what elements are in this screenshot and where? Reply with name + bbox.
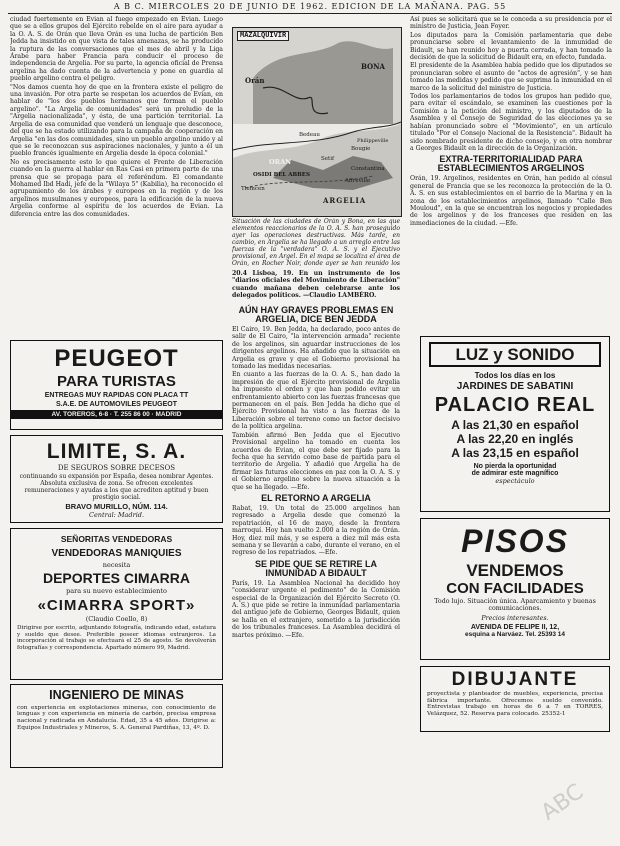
cimarra-l3: necesita [102, 561, 131, 569]
abc-watermark: ABC [536, 779, 589, 826]
pisos-l3: Todo lujo. Situación única. Aparcamiento y buenas comunicaciones. [434, 598, 596, 613]
left-article [10, 16, 223, 332]
page-header: A B C. MIERCOLES 20 DE JUNIO DE 1962. EDICION DE LA MAÑANA. PAG. 55 [113, 2, 507, 11]
peugeot-ad [10, 340, 223, 430]
right-article [410, 16, 612, 332]
article5-text: Orán, 19. Argelinos, residentes en Orán, han pedido al cónsul general de Francia que se les reconozca la protección de la O. A. S. en sus establecimientos en el barrio de la Marina y en la zona de los establecimientos argelinos, llamado "Calle Ben Mouloud", en la que se encuentran los negocios y propiedades de los argelinos y de los franceses que residen en las inmediaciones de la ciudad. —Efe. [410, 175, 612, 227]
limite-address: BRAVO MURILLO, NÚM. 114. [65, 502, 168, 511]
map-label: MAZALQUIVIR [237, 31, 289, 41]
pisos-l1: VENDEMOS [466, 561, 564, 580]
article5-headline: EXTRA-TERRITORIALIDAD PARA ESTABLECIMIENTOS ARGELINOS [437, 154, 585, 174]
peugeot-line4: AV. TOREROS, 6-8 · T. 255 86 00 · MADRID [11, 410, 222, 419]
luz-l3: PALACIO REAL [434, 394, 596, 416]
article3-headline: EL RETORNO A ARGELIA [261, 492, 371, 503]
luz-sonido-ad [420, 336, 610, 512]
dibujante-title: DIBUJANTE [451, 669, 579, 690]
pisos-l5: AVENIDA DE FELIPE II, 12, [470, 623, 560, 631]
right-article-paragraph: Los diputados para la Comisión parlamentaria que debe pronunciarse sobre el levantamiento de la inmunidad de Bidault, se han reunido hoy a puerta cerrada, y han tomado la decisión de que la solicitud de Bidault era, en efecto, fundada. [410, 31, 612, 62]
map-label: BONA [361, 62, 385, 71]
pisos-l4: Precios interesantes. [481, 614, 549, 622]
cimarra-l1: SEÑORITAS VENDEDORAS [60, 534, 173, 544]
luz-t2: A las 22,20 en inglés [456, 432, 574, 446]
cimarra-l7: (Claudio Coello, 8) [85, 615, 148, 623]
limite-subtitle: DE SEGUROS SOBRE DECESOS [57, 464, 176, 472]
pisos-title: PISOS [461, 523, 569, 559]
cimarra-body: Dirigirse por escrito, adjuntando fotografía, indicando edad, estatura y sueldo que desee. Preferible poseer idiomas extranjeros. La incorporación al trabajo se efectuará el 25 de agosto. Se devolverán fotografías y correspondencia. Apartado número 99, Madrid. [17, 625, 216, 651]
map-label: OSIDI BEL ABBES [253, 172, 310, 178]
limite-city: Central: Madrid. [88, 511, 145, 519]
map-caption: Situación de las ciudades de Orán y Bona, en las que elementos reaccionarios de la O. A. S. han proseguido ayer las operaciones destructivas. Más tarde, en cambio, en Argelia se ha llegado a un arreglo entre las fuerzas de la "verdadera" O. A. S. y el Ejecutivo provisional, en Argel. En el mapa se localiza el área de Orán, en Rocher Noir, donde ayer se han reunido los [232, 218, 400, 266]
header-rule [8, 13, 612, 14]
luz-l5: de admirar este magnífico [471, 470, 559, 477]
ingeniero-body: con experiencia en explotaciones mineras, con conocimiento de lenguas y con experiencia en minería de carbón, precisa empresa nacional y radicada en Andalucía. Edad, 35 a 45 años. Dirigirse a: Equipos Industriales y Mineros, S. A. General Pardiñas, 13, 4º. D. [17, 704, 216, 731]
map-label: Affreville [345, 178, 371, 184]
peugeot-line3: S.A.E. DE AUTOMOVILES PEUGEOT [56, 401, 177, 408]
map-figure [232, 27, 402, 217]
article2-headline: AÚN HAY GRAVES PROBLEMAS EN ARGELIA, DICE BEN JEDDA [238, 305, 394, 324]
map-label: ARGELIA [323, 196, 367, 205]
luz-l1: Todos los días en los [474, 371, 556, 380]
right-article-paragraph: El presidente de la Asamblea había pedido que los diputados se pronunciaran sobre el asunto de "actos de agresión", y se han tomado las medidas y pedido que se suprima la inmunidad en el marco de la solicitud del ministro de Justicia. [410, 62, 612, 92]
article2-paragraph: El Cairo, 19. Ben Jedda, ha declarado, poco antes de salir de El Cairo, "la intervención armada" reciente de los argelinos, sin aguardar instrucciones de los dirigentes argelinos. Ha añadido que la situación en Argelia es grave y que el Gobierno provisional ha tomado las medidas necesarias. [232, 326, 400, 371]
limite-ad [10, 435, 223, 523]
article4-text: París, 19. La Asamblea Nacional ha decidido hoy "considerar urgente el pedimento" de la Comisión especial de la Organización del Ejército Secreto (O. A. S.) que pide se retire la inmunidad parlamentaria del antiguo jefe de Gobierno, Georges Bidault, quien se halla en el extranjero, sometido a la jurisdicción de los tribunales franceses. La Asamblea decidirá el martes próximo. —Efe. [232, 579, 400, 639]
map-label: Orán [245, 76, 265, 85]
ingeniero-ad [10, 684, 223, 768]
peugeot-line1: PARA TURISTAS [57, 373, 176, 390]
peugeot-brand: PEUGEOT [54, 345, 179, 372]
pisos-l6: esquina a Narváez. Tel. 25393 14 [465, 630, 565, 638]
map-label: Philippeville [357, 138, 389, 144]
mid-short-note: 20.4 Lisboa, 19. En un instrumento de los "diarios oficiales del Movimiento de Liberación" cuando mañana deben celebrarse ante los delegados políticos. —Claudio LAMBÉRO. [232, 270, 400, 300]
cimarra-l4: DEPORTES CIMARRA [42, 570, 190, 586]
luz-l6: espectáculo [495, 477, 535, 485]
luz-title: LUZ y SONIDO [429, 342, 601, 367]
left-article-paragraph: ciudad fuertemente en Evian al fuego empezado en Evian. Luego que se a ellos grupos del Ejército rebelde en el aire para ayudar a la O. A. S. de Orán que lleva Orán es una lucha de partición Ben Jedda ha insistido en que vista de tales amenazas, se ha producido la ruptura de las conversaciones que el mes de abril y la Liga Árabe para haber Francia para conducir el proceso de independencia de Argelia. Por su parte, la agencia oficial de Prensa argelina ha dado cuenta de la advertencia y pone en guardia al pueblo argelino contra el peligro. [10, 16, 223, 83]
luz-l4: No pierda la oportunidad [473, 463, 557, 470]
article3-text: Rabat, 19. Un total de 25.000 argelinos han regresado a Argelia desde que comenzó la repatriación, el 16 de mayo, desde la frontera marroquí. Hoy han vuelto 2.000 a la región de Orán. Hoy, diez mil más, y se espera a diez mil más esta semana y se llevarán a cabo, durante el verano, en el regreso de los repatriados. —Efe. [232, 504, 400, 557]
cimarra-l6: «CIMARRA SPORT» [37, 597, 196, 614]
luz-l2: JARDINES DE SABATINI [456, 381, 574, 392]
article2-paragraph: También afirmó Ben Jedda que el Ejecutivo Provisional argelino ha tomado en cuenta los acuerdos de Evian, el que debe ser fijado para la fecha que ha servido como base de partida para el territorio de Argelia. Y añadió que Argelia ha de firmar las futuras elecciones en paz con la O. A. S. y el Gobierno argelino sobre la nueva situación a la que se ha llegado. —Efe. [232, 431, 400, 491]
luz-t1: A las 21,30 en español [451, 418, 579, 432]
right-article-paragraph: Todos los parlamentarios de todos los grupos han pedido que, para evitar el escándalo, se examinen las cuestiones por la Comisión a la petición del ministro, y los diputados de la Asamblea y el Consejo de Seguridad de las elecciones ya se habían pronunciado sobre el "Movimiento", en un artículo titulado "Por el Consejo Nacional de la Resistencia". Bidault ha sido nombrado presidente de dicho consejo, y en otra nombrar a Georges Bidault en la dirección de la Organización. [410, 93, 612, 152]
limite-title: LIMITE, S. A. [46, 440, 187, 463]
map-label: Tlemcen [241, 186, 265, 192]
map-label: Constantina [351, 166, 385, 172]
dibujante-ad [420, 666, 610, 732]
map-label: Setif [321, 156, 335, 162]
middle-articles [232, 303, 400, 843]
cimarra-l2: VENDEDORAS MANIQUIES [51, 548, 182, 559]
map-label: Bedeau [299, 132, 320, 138]
luz-t3: A las 23,15 en español [451, 446, 579, 460]
article2-paragraph: En cuanto a las fuerzas de la O. A. S., han dado la impresión de que el Ejército provisional de Argelia ha impuesto el orden y que han podido evitar un enfrentamiento abierto con las fuerzas francesas que permanecen en el país. Ben Jedda ha dicho que el Ejército Provisional ha visto a las fuerzas de la Liberación sobre el terreno como un factor decisivo de la política argelina. [232, 371, 400, 431]
peugeot-line2: ENTREGAS MUY RAPIDAS CON PLACA TT [44, 392, 189, 399]
pisos-ad [420, 518, 610, 660]
limite-body: continuando su expansión por España, desea nombrar Agentes. Absoluta exclusiva de zona. Se ofrecen excelentes remuneraciones y ayudas a los que acrediten aptitud y buen prestigio social. [19, 473, 214, 501]
right-article-paragraph: Así pues se solicitará que se le conceda a su presidencia por el ministro de Justicia, Jean Foyer. [410, 16, 612, 31]
left-article-paragraph: "Nos damos cuenta hoy de que en la frontera existe el peligro de una invasión. Por otra parte se respetan los acuerdos de Evian, en hablar de "los dos pueblos hermanos que forman el pueblo argelino". "La Argelia de comunidades" será un preludio de la "Argelia nacionalizada", y ésta, de una partición territorial. La Argelia de esa comunidad que venderá un lenguaje que desconoce, del que se ha estado utilizando para la campaña de cooperación en Argelia "en las dos comunidades, sino un pueblo argelino unido y al que se le reconozcan sus aspiraciones nacionales, y junto a él un pueblo francés igualmente en Argelia desde la época colonial." [10, 83, 223, 158]
map-label: Bougie [351, 146, 371, 152]
pisos-l2: CON FACILIDADES [446, 580, 584, 597]
left-article-paragraph: No es precisamente esto lo que quiere el Frente de Liberación cuando en la guerra al hablar en Ras Casi en primera parte de una prensa que se propaga para el referéndum. El comandante Mohamed Ibd Hadi, jefe de la "Wilaya 5" (Kabilia), ha reconocido el agrupamiento de los árabes y europeos en la región y de los argelinos musulmanes y europeos, para la edificación de la nueva Argelia conforme al espíritu de los acuerdos de Evian. La diferencia entre las dos comunidades. [10, 158, 223, 218]
map-label: ORAN [269, 158, 292, 166]
cimarra-l5: para su nuevo establecimiento [66, 587, 167, 595]
article4-headline: SE PIDE QUE SE RETIRE LA INMUNIDAD A BIDAULT [254, 558, 378, 578]
ingeniero-title: INGENIERO DE MINAS [49, 688, 184, 702]
dibujante-body: proyectista y planteador de muebles, experiencia, precisa fábrica importante. Ofrecemos sueldo convenido. Entrevistas trabajo en horas de 6 a 7 en TORRES, Velázquez, 52. Reserva para colocado. 25352-1 [427, 691, 603, 717]
cimarra-ad [10, 528, 223, 680]
